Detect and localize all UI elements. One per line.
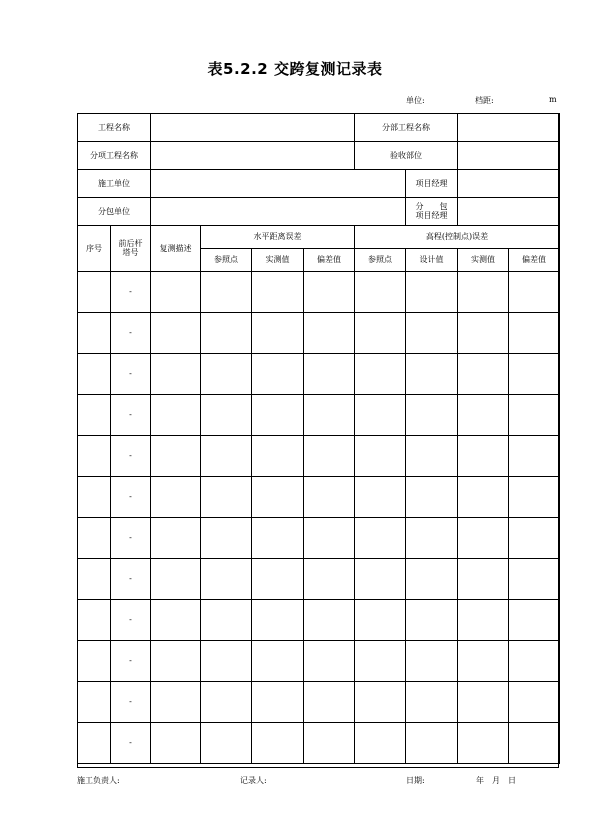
sub-project-name-label: 分部工程名称 <box>355 114 458 142</box>
col-h-deviation: 偏差值 <box>304 249 355 272</box>
item-project-name-label: 分项工程名称 <box>78 142 151 170</box>
subcontract-unit-label: 分包单位 <box>78 198 151 226</box>
tower-cell[interactable]: - <box>111 600 151 641</box>
construction-lead-label: 施工负责人: <box>77 776 120 785</box>
recorder-label: 记录人: <box>240 776 267 785</box>
page-title: 表5.2.2 交跨复测记录表 <box>207 60 383 78</box>
col-tower-line2: 塔号 <box>122 248 139 257</box>
tower-cell[interactable]: - <box>111 477 151 518</box>
col-e-design: 设计值 <box>406 249 458 272</box>
project-name-label: 工程名称 <box>78 114 151 142</box>
tower-cell[interactable]: - <box>111 518 151 559</box>
date-format: 年 月 日 <box>476 776 516 785</box>
col-horizontal-group: 水平距离误差 <box>201 226 355 249</box>
tower-cell[interactable]: - <box>111 395 151 436</box>
tower-cell[interactable]: - <box>111 436 151 477</box>
project-manager-label: 项目经理 <box>406 170 458 198</box>
unit-label: 单位: <box>406 96 425 105</box>
subcontract-manager-line1: 分 包 <box>415 202 448 211</box>
construction-unit-label: 施工单位 <box>78 170 151 198</box>
col-seq: 序号 <box>78 226 111 272</box>
col-description: 复测描述 <box>151 226 201 272</box>
table-frame <box>77 113 559 768</box>
unit-value: m <box>549 95 557 104</box>
col-h-measured: 实测值 <box>252 249 304 272</box>
tower-cell[interactable]: - <box>111 682 151 723</box>
tower-cell[interactable]: - <box>111 272 151 313</box>
col-tower-line1: 前后杆 <box>118 239 143 248</box>
col-e-deviation: 偏差值 <box>509 249 560 272</box>
subcontract-manager-line2: 项目经理 <box>415 211 448 220</box>
tower-cell[interactable]: - <box>111 559 151 600</box>
acceptance-part-label: 验收部位 <box>355 142 458 170</box>
tower-cell[interactable]: - <box>111 354 151 395</box>
col-elevation-group: 高程(控制点)误差 <box>355 226 560 249</box>
col-e-measured: 实测值 <box>458 249 509 272</box>
date-label: 日期: <box>406 776 425 785</box>
tower-cell[interactable]: - <box>111 313 151 354</box>
col-h-ref: 参照点 <box>201 249 252 272</box>
tower-cell[interactable]: - <box>111 723 151 764</box>
span-label: 档距: <box>475 96 494 105</box>
tower-cell[interactable]: - <box>111 641 151 682</box>
col-e-ref: 参照点 <box>355 249 406 272</box>
